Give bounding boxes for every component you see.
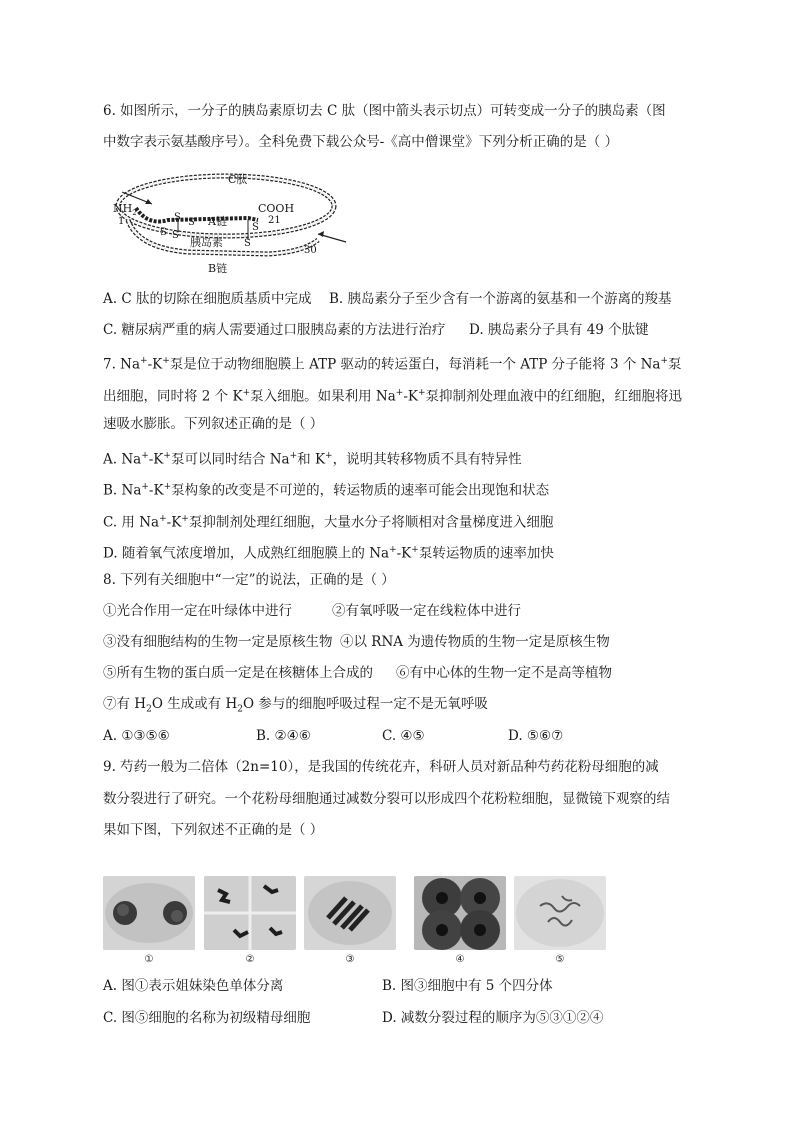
q9-option-a: A. 图①表示姐妹染色单体分离 bbox=[103, 978, 284, 994]
insulin-precursor-diagram bbox=[108, 168, 358, 278]
q8-statement-6: ⑥有中心体的生物一定不是高等植物 bbox=[396, 665, 612, 681]
micrograph-2-label: ② bbox=[245, 954, 255, 965]
micrograph-4 bbox=[414, 876, 506, 950]
c-peptide-label: C肽 bbox=[228, 173, 248, 186]
q8-statement-5: ⑤所有生物的蛋白质一定是在核糖体上合成的 bbox=[103, 665, 373, 681]
q8-option-b: B. ②④⑥ bbox=[256, 728, 311, 744]
q9-stem-line3: 果如下图，下列叙述不正确的是（ ） bbox=[103, 822, 324, 838]
micrograph-1 bbox=[103, 876, 195, 950]
a-chain bbox=[136, 208, 258, 222]
s-label-1: S bbox=[174, 212, 181, 223]
q6-option-c: C. 糖尿病严重的病人需要通过口服胰岛素的方法进行治疗 bbox=[103, 322, 446, 338]
residue-21-label: 21 bbox=[268, 215, 281, 226]
q8-statement-2: ②有氧呼吸一定在线粒体中进行 bbox=[332, 603, 521, 619]
q6-option-d: D. 胰岛素分子具有 49 个肽键 bbox=[469, 322, 649, 338]
q7-option-d: D. 随着氧气浓度增加，人成熟红细胞膜上的 Na+-K+泵转运物质的速率加快 bbox=[103, 545, 554, 562]
q8-option-c: C. ④⑤ bbox=[382, 728, 425, 744]
q9-stem-line2: 数分裂进行了研究。一个花粉母细胞通过减数分裂可以形成四个花粉粒细胞，显微镜下观察的结 bbox=[103, 791, 670, 807]
nh2-label: $NH_2$ bbox=[113, 202, 137, 217]
s-label-2: S bbox=[188, 217, 195, 228]
micrograph-3 bbox=[304, 876, 396, 950]
s-label-4: S bbox=[172, 230, 179, 241]
q9-option-d: D. 减数分裂过程的顺序为⑤③①②④ bbox=[382, 1010, 604, 1026]
q6-option-a: A. C 肽的切除在细胞质基质中完成 bbox=[103, 291, 312, 307]
q7-stem-line1: 7. Na+-K+泵是位于动物细胞膜上 ATP 驱动的转运蛋白，每消耗一个 ATP 分子能将 3 个 Na+泵 bbox=[103, 356, 682, 373]
s-label-6: S bbox=[244, 238, 251, 249]
q9-option-c: C. 图⑤细胞的名称为初级精母细胞 bbox=[103, 1010, 311, 1026]
q9-stem-line1: 9. 芍药一般为二倍体（2n=10），是我国的传统花卉，科研人员对新品种芍药花粉母细胞的减 bbox=[103, 759, 659, 775]
q6-stem-line2: 中数字表示氨基酸序号）。全科免费下载公众号-《高中僧课堂》下列分析正确的是（ ） bbox=[103, 134, 619, 150]
micrograph-2 bbox=[204, 876, 296, 950]
q8-statement-1: ①光合作用一定在叶绿体中进行 bbox=[103, 603, 292, 619]
q8-statement-4: ④以 RNA 为遗传物质的生物一定是原核生物 bbox=[340, 634, 610, 650]
q8-option-a: A. ①③⑤⑥ bbox=[103, 728, 170, 744]
q7-option-c: C. 用 Na+-K+泵抑制剂处理红细胞，大量水分子将顺相对含量梯度进入细胞 bbox=[103, 514, 554, 531]
q6-option-b: B. 胰岛素分子至少含有一个游离的氨基和一个游离的羧基 bbox=[329, 291, 672, 307]
b-chain-label: B链 bbox=[208, 262, 228, 275]
q6-stem-line1: 6. 如图所示，一分子的胰岛素原切去 C 肽（图中箭头表示切点）可转变成一分子的胰岛素（图 bbox=[103, 103, 666, 119]
q7-stem-line3: 速吸水膨胀。下列叙述正确的是（ ） bbox=[103, 416, 324, 432]
micrograph-3-label: ③ bbox=[345, 954, 355, 965]
q8-stem: 8. 下列有关细胞中“一定”的说法，正确的是（ ） bbox=[103, 572, 395, 588]
a-chain-label: A链 bbox=[208, 215, 227, 228]
micrograph-1-label: ① bbox=[144, 954, 154, 965]
cooh-label: COOH bbox=[258, 202, 295, 215]
q8-statement-3: ③没有细胞结构的生物一定是原核生物 bbox=[103, 634, 333, 650]
q7-option-b: B. Na+-K+泵构象的改变是不可逆的，转运物质的速率可能会出现饱和状态 bbox=[103, 482, 550, 499]
micrograph-5 bbox=[514, 876, 606, 950]
micrograph-5-label: ⑤ bbox=[555, 954, 565, 965]
q8-statement-7: ⑦有 $H_2O$ 生成或有 $H_2O$ 参与的细胞呼吸过程一定不是无氧呼吸 bbox=[103, 696, 488, 715]
s-label-5: S bbox=[252, 222, 259, 233]
residue-1-label: 1 bbox=[118, 216, 125, 227]
micrograph-4-label: ④ bbox=[455, 954, 465, 965]
q7-option-a: A. Na+-K+泵可以同时结合 Na+和 K+，说明其转移物质不具有特异性 bbox=[103, 451, 522, 468]
insulin-label: 胰岛素 bbox=[190, 236, 223, 249]
residue-30-label: 30 bbox=[304, 245, 317, 256]
q9-option-b: B. 图③细胞中有 5 个四分体 bbox=[382, 978, 553, 994]
q8-option-d: D. ⑤⑥⑦ bbox=[508, 728, 564, 744]
s-label-3: S bbox=[160, 227, 167, 238]
q7-stem-line2: 出细胞，同时将 2 个 K+泵入细胞。如果利用 Na+-K+泵抑制剂处理血液中的红细胞，红细胞将迅 bbox=[103, 388, 683, 405]
